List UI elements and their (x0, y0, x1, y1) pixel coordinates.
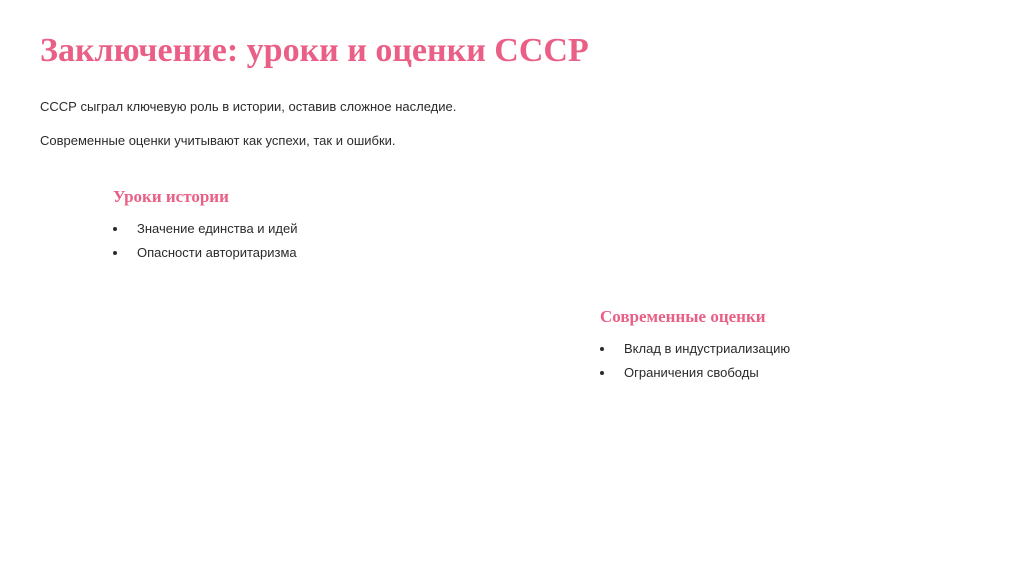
bullet-list (113, 220, 298, 262)
slide-title: Заключение: уроки и оценки СССР (40, 32, 589, 69)
section-history-lessons (113, 186, 298, 268)
list-item (113, 220, 298, 238)
list-item-label: Опасности авторитаризма (137, 245, 297, 260)
section-heading: Современные оценки (600, 307, 766, 326)
bullet-icon (113, 251, 117, 255)
intro-paragraph: Современные оценки учитывают как успехи, так и ошибки. (40, 133, 396, 148)
list-item-label: Ограничения свободы (624, 365, 759, 380)
bullet-icon (600, 347, 604, 351)
list-item (600, 364, 790, 382)
list-item (600, 340, 790, 358)
bullet-icon (600, 371, 604, 375)
list-item (113, 244, 298, 262)
bullet-icon (113, 227, 117, 231)
section-modern-assessments (600, 306, 790, 388)
bullet-list (600, 340, 790, 382)
list-item-label: Значение единства и идей (137, 221, 298, 236)
intro-paragraph: СССР сыграл ключевую роль в истории, оставив сложное наследие. (40, 99, 457, 114)
list-item-label: Вклад в индустриализацию (624, 341, 791, 356)
section-heading: Уроки истории (113, 187, 229, 206)
